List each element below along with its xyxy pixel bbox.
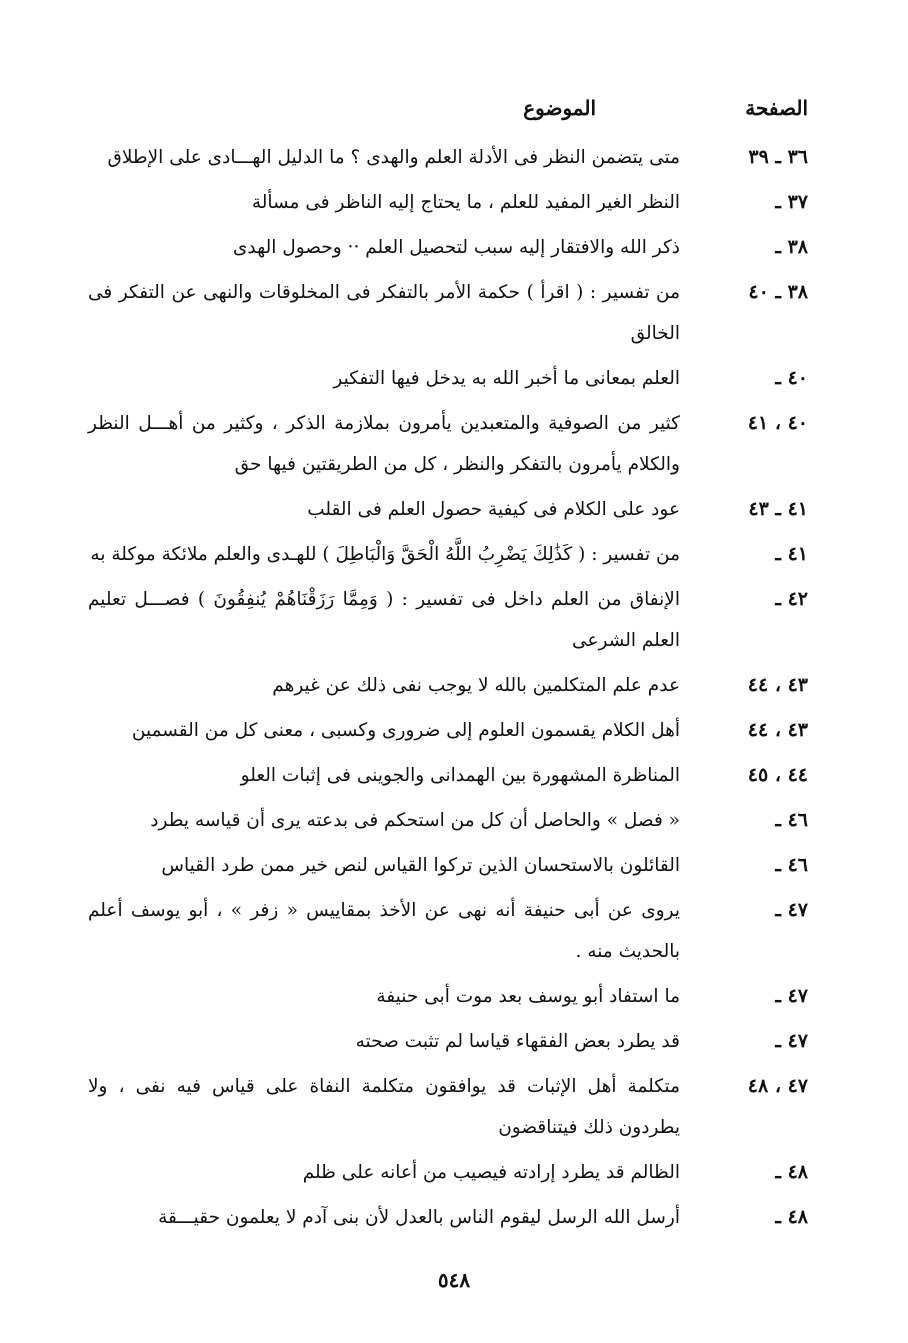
index-entry: [88, 800, 808, 841]
page-column-header: الصفحة: [745, 96, 808, 120]
index-entry: [88, 1197, 808, 1238]
entry-topic: ما استفاد أبو يوسف بعد موت أبى حنيفة: [376, 986, 680, 1007]
entry-topic: الإنفاق من العلم داخل فى تفسير : ( وَمِمَّا رَزَقْنَاهُمْ يُنفِقُونَ ) فصـــل تعليم العلم الشرعى: [88, 589, 680, 651]
entry-topic: من تفسير : ( كَذَٰلِكَ يَضْرِبُ اللَّهُ الْحَقَّ وَالْبَاطِلَ ) للهـدى والعلم ملائكة موكلة به: [90, 544, 680, 565]
entry-topic: يروى عن أبى حنيفة أنه نهى عن الأخذ بمقاييس « زفر » ، أبو يوسف أعلم بالحديث منه .: [88, 900, 680, 962]
entry-topic: العلم بمعانى ما أخبر الله به يدخل فيها التفكير: [333, 368, 680, 389]
entry-page-range: ٤٨ ـ: [775, 1161, 808, 1183]
topic-column-header: الموضوع: [523, 96, 596, 120]
entry-page-range: ٤٦ ـ: [775, 809, 808, 831]
entry-page-range: ٤٠ ، ٤١: [747, 412, 808, 434]
entry-page-range: ٣٨ ـ ٤٠: [748, 281, 808, 303]
index-entry: [88, 890, 808, 972]
entry-topic: متى يتضمن النظر فى الأدلة العلم والهدى ؟ ما الدليل الهـــادى على الإطلاق: [107, 147, 680, 168]
entry-page-range: ٤١ ـ: [775, 543, 808, 565]
index-entry: [88, 976, 808, 1017]
index-entry: [88, 272, 808, 354]
entry-page-range: ٤٦ ـ: [775, 854, 808, 876]
index-entry: [88, 182, 808, 223]
entry-page-range: ٤٧ ، ٤٨: [747, 1075, 808, 1097]
entry-topic: النظر الغير المفيد للعلم ، ما يحتاج إليه الناظر فى مسألة: [251, 192, 680, 213]
index-entry: [88, 665, 808, 706]
entry-page-range: ٤٢ ـ: [775, 588, 808, 610]
entry-page-range: ٤٧ ـ: [775, 985, 808, 1007]
entry-topic: عود على الكلام فى كيفية حصول العلم فى القلب: [307, 499, 680, 520]
entry-page-range: ٤٤ ، ٤٥: [747, 764, 808, 786]
entry-page-range: ٤٣ ، ٤٤: [747, 719, 808, 741]
index-entry: [88, 1066, 808, 1148]
index-entry: [88, 1021, 808, 1062]
entry-topic: قد يطرد بعض الفقهاء قياسا لم تثبت صحته: [355, 1031, 680, 1052]
entry-topic: ذكر الله والافتقار إليه سبب لتحصيل العلم ·· وحصول الهدى: [232, 237, 680, 258]
entry-page-range: ٤٣ ، ٤٤: [747, 674, 808, 696]
index-entry: [88, 755, 808, 796]
index-entry: [88, 534, 808, 575]
index-entry: [88, 710, 808, 751]
entry-topic: أهل الكلام يقسمون العلوم إلى ضرورى وكسبى ، معنى كل من القسمين: [131, 720, 680, 741]
entry-page-range: ٤١ ـ ٤٣: [748, 498, 808, 520]
index-entry: [88, 358, 808, 399]
index-entry: [88, 227, 808, 268]
entry-topic: المناظرة المشهورة بين الهمدانى والجوينى فى إثبات العلو: [240, 765, 680, 786]
index-entry: [88, 579, 808, 661]
entry-topic: متكلمة أهل الإثبات قد يوافقون متكلمة النفاة على قياس فيه نفى ، ولا يطردون ذلك فيتناقضون: [88, 1076, 680, 1138]
index-entry: [88, 137, 808, 178]
index-entry: [88, 1152, 808, 1193]
entry-page-range: ٣٨ ـ: [775, 236, 808, 258]
index-entries-list: [88, 137, 808, 1242]
entry-topic: أرسل الله الرسل ليقوم الناس بالعدل لأن بنى آدم لا يعلمون حقيـــقة: [158, 1207, 680, 1228]
entry-page-range: ٤٧ ـ: [775, 1030, 808, 1052]
entry-topic: القائلون بالاستحسان الذين تركوا القياس لنص خير ممن طرد القياس: [161, 855, 680, 876]
entry-topic: كثير من الصوفية والمتعبدين يأمرون بملازمة الذكر ، وكثير من أهـــل النظر والكلام يأمرون بالتفكر والنظر ، كل من الطريقتين فيها حق: [88, 413, 680, 475]
entry-topic: الظالم قد يطرد إرادته فيصيب من أعانه على ظلم: [302, 1162, 680, 1183]
entry-page-range: ٤٨ ـ: [775, 1206, 808, 1228]
entry-topic: عدم علم المتكلمين بالله لا يوجب نفى ذلك عن غيرهم: [272, 675, 680, 696]
entry-page-range: ٣٧ ـ: [775, 191, 808, 213]
entry-page-range: ٤٠ ـ: [775, 367, 808, 389]
entry-page-range: ٣٦ ـ ٣٩: [748, 146, 808, 168]
index-entry: [88, 845, 808, 886]
index-entry: [88, 403, 808, 485]
entry-topic: من تفسير : ( اقرأ ) حكمة الأمر بالتفكر فى المخلوقات والنهى عن التفكر فى الخالق: [88, 282, 680, 344]
page-number: ٥٤٨: [437, 1268, 471, 1292]
index-entry: [88, 489, 808, 530]
entry-topic: « فصل » والحاصل أن كل من استحكم فى بدعته يرى أن قياسه يطرد: [150, 810, 680, 831]
entry-page-range: ٤٧ ـ: [775, 899, 808, 921]
